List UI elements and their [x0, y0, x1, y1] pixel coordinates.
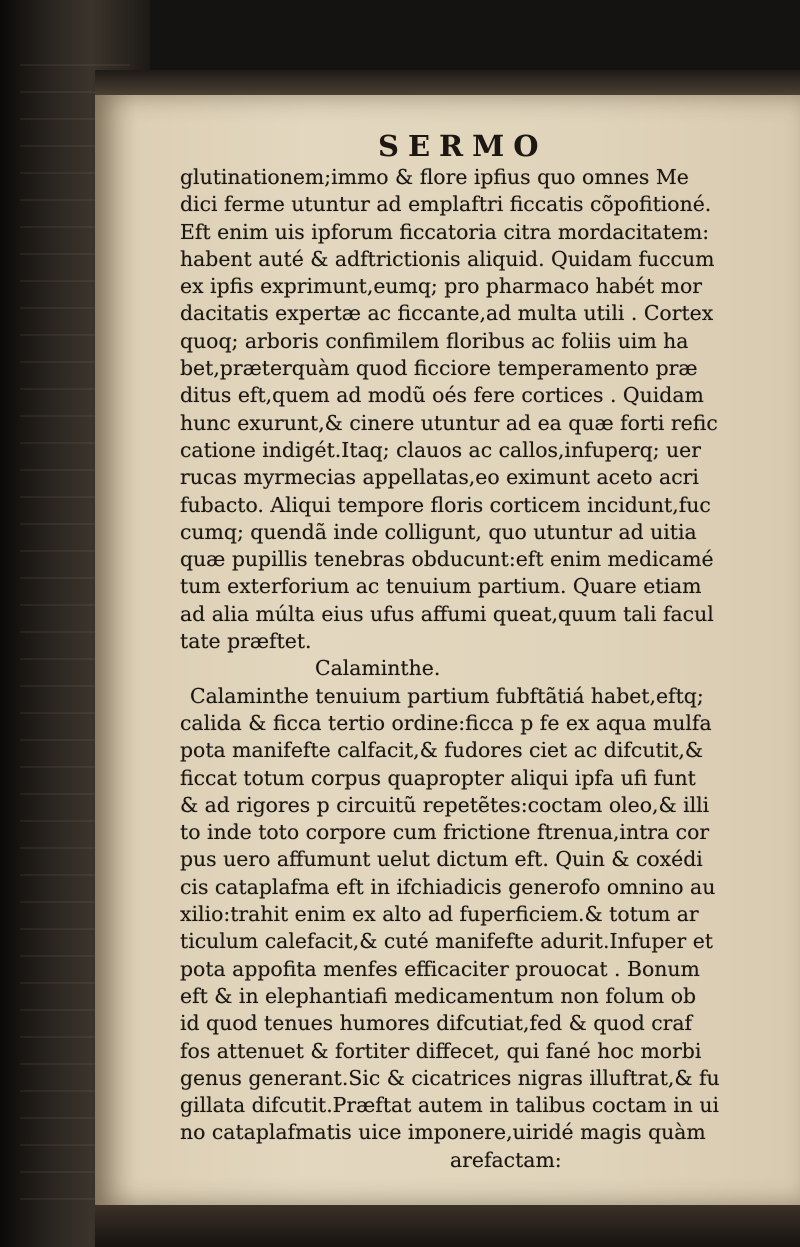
- text-line: pus uero affumunt uelut dictum eft. Quin & coxédi: [180, 847, 703, 872]
- text-line: id quod tenues humores difcutiat,fed & quod craf: [180, 1011, 693, 1036]
- text-line: quoq; arboris confimilem floribus ac foliis uim ha: [180, 328, 689, 353]
- text-line: no cataplafmatis uice imponere,uiridé magis quàm: [180, 1120, 706, 1145]
- text-line: Eft enim uis ipforum ficcatoria citra mordacitatem:: [180, 219, 710, 244]
- text-line: ditus eft,quem ad modũ oés fere cortices . Quidam: [180, 383, 704, 408]
- text-line: to inde toto corpore cum frictione ftrenua,intra cor: [180, 820, 710, 845]
- text-line: fos attenuet & fortiter diffecet, qui fané hoc morbi: [180, 1038, 702, 1063]
- text-line: ad alia múlta eius ufus affumi queat,quum tali facul: [180, 601, 714, 626]
- text-line: & ad rigores p circuitũ repetẽtes:coctam oleo,& illi: [180, 792, 710, 817]
- text-line: hunc exurunt,& cinere utuntur ad ea quæ forti refic: [180, 410, 718, 435]
- text-line: glutinationem;immo & flore ipfius quo omnes Me: [180, 165, 689, 189]
- text-line: xilio:trahit enim ex alto ad fuperficiem.& totum ar: [180, 902, 699, 927]
- page-top-edge: [95, 70, 800, 95]
- text-line: dacitatis expertæ ac ficcante,ad multa utili . Cortex: [180, 301, 714, 326]
- text-line: habent auté & adftrictionis aliquid. Quidam fuccum: [180, 246, 715, 271]
- text-line: rucas myrmecias appellatas,eo eximunt aceto acri: [180, 465, 699, 490]
- text-line: bet,præterquàm quod ficciore temperamento præ: [180, 356, 698, 381]
- text-line: pota appofita menfes efficaciter prouocat . Bonum: [180, 956, 700, 981]
- text-line: ex ipfis exprimunt,eumq; pro pharmaco habét mor: [180, 274, 703, 299]
- text-line: ticulum calefacit,& cuté manifefte adurit.Infuper et: [180, 929, 713, 954]
- text-line: gillata difcutit.Præftat autem in talibus coctam in ui: [180, 1093, 719, 1118]
- text-line: quæ pupillis tenebras obducunt:eft enim medicamé: [180, 547, 714, 572]
- catchword: arefactam:: [450, 1147, 562, 1172]
- text-line: cis cataplafma eft in ifchiadicis generofo omnino au: [180, 874, 716, 899]
- running-head: SERMO: [378, 129, 548, 163]
- text-line: fubacto. Aliqui tempore floris corticem incidunt,fuc: [180, 492, 711, 517]
- text-line: genus generant.Sic & cicatrices nigras illuftrat,& fu: [180, 1065, 720, 1090]
- text-line: catione indigét.Itaq; clauos ac callos,infuperq; uer: [180, 437, 701, 462]
- text-line: Calaminthe tenuium partium fubftãtiá habet,eftq;: [190, 683, 704, 708]
- text-line: ficcat totum corpus quapropter aliqui ipfa ufi funt: [180, 765, 696, 790]
- text-line: pota manifefte calfacit,& fudores ciet ac difcutit,&: [180, 738, 703, 763]
- page-text: [180, 128, 780, 1174]
- page-bottom-edge: [95, 1205, 800, 1247]
- text-line: eft & in elephantiafi medicamentum non folum ob: [180, 983, 697, 1008]
- text-line: cumq; quendã inde colligunt, quo utuntur ad uitia: [180, 519, 697, 544]
- text-line: calida & ficca tertio ordine:ficca p fe ex aqua mulfa: [180, 710, 712, 735]
- section-heading: Calaminthe.: [315, 656, 441, 681]
- text-line: dici ferme utuntur ad emplaftri ficcatis cõpofitioné.: [180, 192, 712, 217]
- text-line: tum exterforium ac tenuium partium. Quare etiam: [180, 574, 702, 599]
- text-line: tate præftet.: [180, 629, 312, 654]
